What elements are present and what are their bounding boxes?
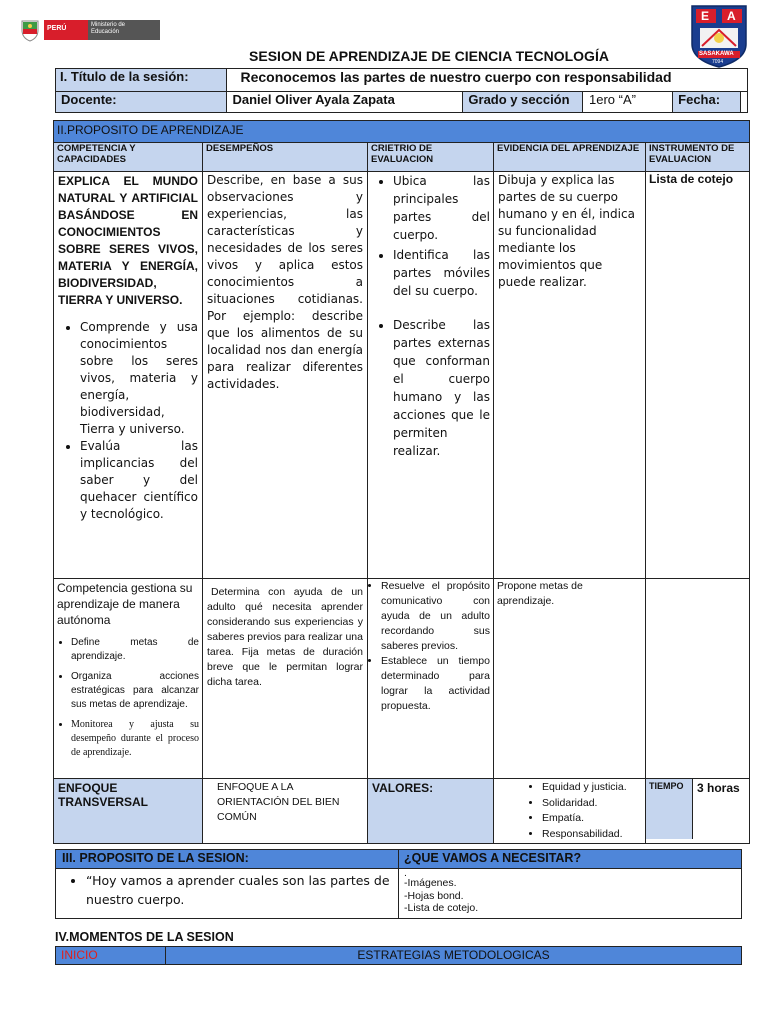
valor-item: • Responsabilidad.	[542, 827, 643, 843]
competencia-title-1: EXPLICA EL MUNDO NATURAL Y ARTIFICIAL BASÁNDOSE EN CONOCIMIENTOS SOBRE SERES VIVOS, MATERIA Y ENERGÍA, BIODIVERSIDAD, TIERRA Y UNIVERSO.	[58, 174, 198, 307]
titulo-label: I. Título de la sesión:	[56, 69, 227, 92]
valor-item: • Solidaridad.	[542, 796, 643, 812]
criterios-list-2	[371, 579, 490, 714]
valores-list	[496, 780, 643, 842]
capacidad-item: • Define metas de aprendizaje.	[71, 636, 199, 664]
competencia-title-2: Competencia gestiona su aprendizaje de manera autónoma	[57, 581, 193, 627]
fecha-label: Fecha:	[673, 92, 741, 113]
criterios-list-1	[371, 172, 490, 460]
capacidad-item: • Monitorea y ajusta su desempeño durante el proceso de aprendizaje.	[71, 718, 199, 760]
evidencia-cell-2: Propone metas de aprendizaje.	[494, 579, 646, 779]
valor-item: • Empatía.	[542, 811, 643, 827]
necesitar-title: ¿QUE VAMOS A NECESITAR?	[399, 850, 742, 869]
school-logo-letter-e: E	[701, 9, 710, 23]
proposito-sesion-cell	[56, 869, 399, 919]
session-info-table	[55, 68, 748, 113]
capacidad-item: • Organiza acciones estratégicas para alcanzar sus metas de aprendizaje.	[71, 670, 199, 712]
inicio-label: INICIO	[56, 947, 166, 965]
document-title: SESION DE APRENDIZAJE DE CIENCIA TECNOLOGÍA	[249, 48, 609, 64]
proposito-title: II.PROPOSITO DE APRENDIZAJE	[54, 121, 750, 143]
grado-label: Grado y sección	[463, 92, 583, 113]
criterio-item: • Identifica las partes móviles del su cuerpo.	[393, 246, 490, 300]
ministry-label: Ministerio de Educación	[91, 22, 126, 35]
instrumento-cell-2	[646, 579, 750, 779]
proposito-sesion-list	[60, 871, 394, 909]
tiempo-value: 3 horas	[697, 781, 740, 795]
criterios-cell-2	[368, 579, 494, 779]
estrategias-label: ESTRATEGIAS METODOLOGICAS	[166, 947, 742, 965]
proposito-aprendizaje-table	[53, 120, 750, 844]
fecha-value	[741, 92, 748, 113]
col-header-instrumento: INSTRUMENTO DE EVALUACION	[646, 143, 750, 172]
col-header-criterio: CRIETRIO DE EVALUACION	[368, 143, 494, 172]
school-logo-name: SASAKAWA	[699, 51, 734, 57]
criterio-item: • Ubica las principales partes del cuerpo.	[393, 172, 490, 244]
peru-coat-of-arms-icon	[18, 18, 42, 42]
materiales-dot: .	[404, 867, 407, 879]
desempeno-cell-2: Determina con ayuda de un adulto qué necesita aprender considerando sus experiencias y saberes previos para realizar una tarea. Fija metas de duración breve que le permitan lograr dicha tarea.	[203, 579, 368, 779]
materiales-cell	[399, 869, 742, 919]
desempeno-cell-1: Describe, en base a sus observaciones y experiencias, las características y necesidades de los seres vivos y aplica estos conocimientos a situaciones cotidianas. Por ejemplo: describe que los alimentos de su localidad nos dan energía para realizar diferentes actividades.	[203, 172, 368, 579]
titulo-value: Reconocemos las partes de nuestro cuerpo con responsabilidad	[226, 69, 748, 92]
valores-cell	[494, 779, 646, 844]
momentos-title: IV.MOMENTOS DE LA SESION	[55, 930, 234, 944]
material-item: -Imágenes.	[404, 877, 457, 889]
docente-value: Daniel Oliver Ayala Zapata	[226, 92, 463, 113]
peru-minedu-logo	[18, 16, 160, 44]
peru-label: PERÚ	[47, 25, 67, 32]
criterio-item: • Establece un tiempo determinado para lograr la actividad propuesta.	[381, 654, 490, 714]
valores-label: VALORES:	[368, 779, 494, 844]
col-header-desempenos: DESEMPEÑOS	[203, 143, 368, 172]
school-logo-letter-a: A	[727, 9, 736, 23]
evidencia-cell-1: Dibuja y explica las partes de su cuerpo humano y en él, indica su funcionalidad mediante los movimientos que puede realizar.	[494, 172, 646, 579]
enfoque-value: ENFOQUE A LA ORIENTACIÓN DEL BIEN COMÚN	[203, 779, 368, 844]
criterio-item: • Resuelve el propósito comunicativo con ayuda de un adulto recordando sus saberes previos.	[381, 579, 490, 654]
momentos-table	[55, 946, 742, 965]
capacidad-item: • Comprende y usa conocimientos sobre los seres vivos, materia y energía, biodiversidad, Tierra y universo.	[80, 319, 198, 438]
capacidad-item: • Evalúa las implicancias del saber y del quehacer científico y tecnológico.	[80, 438, 198, 523]
competencia-cell-1	[54, 172, 203, 579]
col-header-competencia: COMPETENCIA Y CAPACIDADES	[54, 143, 203, 172]
tiempo-label: TIEMPO	[646, 779, 693, 839]
criterio-item: • Describe las partes externas que conforman el cuerpo humano y las acciones que le permiten realizar.	[393, 316, 490, 460]
sesion-title: III. PROPOSITO DE LA SESION:	[56, 850, 399, 869]
capacidades-list-1	[58, 319, 198, 523]
competencia-cell-2	[54, 579, 203, 779]
capacidades-list-2	[57, 636, 199, 760]
docente-label: Docente:	[56, 92, 227, 113]
proposito-sesion-item: • “Hoy vamos a aprender cuales son las partes de nuestro cuerpo.	[86, 871, 394, 909]
proposito-sesion-table	[55, 849, 742, 919]
grado-value: 1ero “A”	[583, 92, 673, 113]
school-logo-year: 7094	[712, 59, 724, 65]
valor-item: • Equidad y justicia.	[542, 780, 643, 796]
criterios-cell-1	[368, 172, 494, 579]
tiempo-cell	[646, 779, 750, 844]
enfoque-label: ENFOQUE TRANSVERSAL	[54, 779, 203, 844]
material-item: -Lista de cotejo.	[404, 902, 479, 914]
material-item: -Hojas bond.	[404, 889, 464, 902]
col-header-evidencia: EVIDENCIA DEL APRENDIZAJE	[494, 143, 646, 172]
instrumento-cell-1: Lista de cotejo	[646, 172, 750, 579]
